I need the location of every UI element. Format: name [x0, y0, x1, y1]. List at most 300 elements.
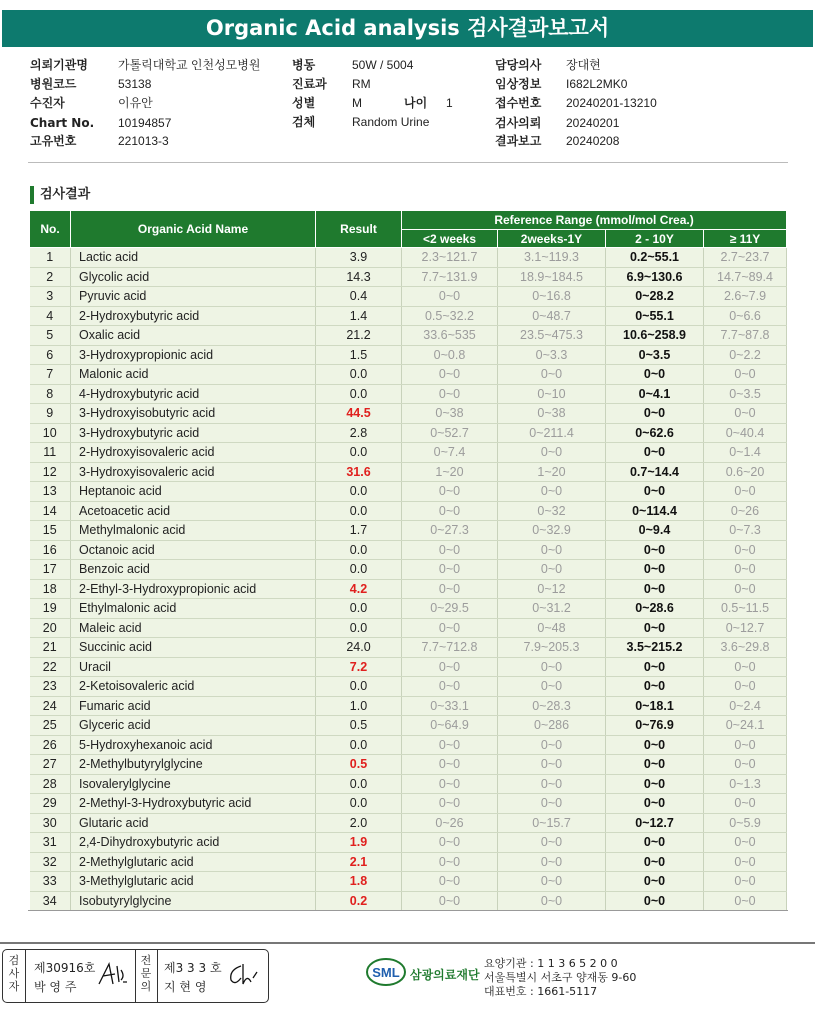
header-ge-11y: ≥ 11Y — [704, 230, 787, 248]
ref-lt-2-weeks: 1~20 — [402, 462, 498, 482]
header-reference-range: Reference Range (mmol/mol Crea.) — [402, 211, 787, 230]
doctor-value: 장대현 — [566, 58, 601, 72]
row-number: 2 — [30, 267, 71, 287]
unique-no-value: 221013-3 — [118, 134, 169, 148]
ref-lt-2-weeks: 0~29.5 — [402, 599, 498, 619]
ref-lt-2-weeks: 0~0 — [402, 755, 498, 775]
row-number: 5 — [30, 326, 71, 346]
result-value: 0.0 — [316, 384, 402, 404]
ref-2-10y: 0~0 — [606, 852, 704, 872]
ref-ge-11y: 0~1.4 — [704, 443, 787, 463]
ref-2weeks-1y: 0~0 — [498, 891, 606, 911]
ref-2-10y: 0~4.1 — [606, 384, 704, 404]
result-value: 1.8 — [316, 872, 402, 892]
ref-2-10y: 0~0 — [606, 560, 704, 580]
ref-2-10y: 0~0 — [606, 677, 704, 697]
ref-lt-2-weeks: 33.6~535 — [402, 326, 498, 346]
ref-2-10y: 0~0 — [606, 735, 704, 755]
ref-2weeks-1y: 0~12 — [498, 579, 606, 599]
ref-2-10y: 0~0 — [606, 404, 704, 424]
ref-lt-2-weeks: 0~0 — [402, 287, 498, 307]
divider — [28, 910, 788, 911]
acid-name: Isovalerylglycine — [71, 774, 316, 794]
result-value: 2.1 — [316, 852, 402, 872]
hospital-code-label: 병원코드 — [30, 77, 77, 91]
clinical-value: I682L2MK0 — [566, 77, 628, 91]
doctor-label: 담당의사 — [495, 58, 542, 72]
ref-2-10y: 0~0 — [606, 774, 704, 794]
ref-2-10y: 0.7~14.4 — [606, 462, 704, 482]
result-value: 21.2 — [316, 326, 402, 346]
result-value: 0.2 — [316, 891, 402, 911]
row-number: 20 — [30, 618, 71, 638]
result-value: 3.9 — [316, 248, 402, 268]
header-result: Result — [316, 211, 402, 248]
report-value: 20240208 — [566, 134, 620, 148]
ref-2weeks-1y: 0~211.4 — [498, 423, 606, 443]
result-value: 1.4 — [316, 306, 402, 326]
ref-2weeks-1y: 0~0 — [498, 852, 606, 872]
acid-name: Heptanoic acid — [71, 482, 316, 502]
result-value: 1.5 — [316, 345, 402, 365]
institution-label: 의뢰기관명 — [30, 58, 88, 72]
ref-2-10y: 0~0 — [606, 482, 704, 502]
ref-2-10y: 0~76.9 — [606, 716, 704, 736]
table-row — [30, 774, 787, 794]
ref-lt-2-weeks: 0~0 — [402, 677, 498, 697]
specimen-label: 검체 — [292, 115, 316, 129]
sex-label: 성별 — [292, 96, 316, 110]
row-number: 24 — [30, 696, 71, 716]
acid-name: Fumaric acid — [71, 696, 316, 716]
signature-box — [2, 949, 269, 1003]
header-no: No. — [30, 211, 71, 248]
result-value: 1.7 — [316, 521, 402, 541]
acid-name: 2-Hydroxybutyric acid — [71, 306, 316, 326]
row-number: 25 — [30, 716, 71, 736]
ref-ge-11y: 0~24.1 — [704, 716, 787, 736]
ref-ge-11y: 0~0 — [704, 735, 787, 755]
table-row — [30, 677, 787, 697]
sml-logo-icon — [366, 957, 406, 987]
ref-2-10y: 0~28.6 — [606, 599, 704, 619]
ref-ge-11y: 0~6.6 — [704, 306, 787, 326]
table-row — [30, 501, 787, 521]
ref-ge-11y: 0~0 — [704, 794, 787, 814]
ref-lt-2-weeks: 0~33.1 — [402, 696, 498, 716]
table-row — [30, 560, 787, 580]
ref-lt-2-weeks: 0~38 — [402, 404, 498, 424]
acid-name: 2,4-Dihydroxybutyric acid — [71, 833, 316, 853]
examiner-license: 제30916호 — [34, 961, 96, 975]
ref-2weeks-1y: 0~0 — [498, 833, 606, 853]
acid-name: 3-Hydroxyisobutyric acid — [71, 404, 316, 424]
row-number: 17 — [30, 560, 71, 580]
ref-ge-11y: 2.6~7.9 — [704, 287, 787, 307]
divider — [157, 950, 158, 1002]
acid-name: 3-Hydroxypropionic acid — [71, 345, 316, 365]
ref-lt-2-weeks: 0~0 — [402, 735, 498, 755]
ref-2-10y: 0~12.7 — [606, 813, 704, 833]
table-row — [30, 462, 787, 482]
header-lt-2-weeks: <2 weeks — [402, 230, 498, 248]
divider — [135, 950, 136, 1002]
phone: 대표번호 : 1661-5117 — [484, 985, 598, 998]
row-number: 15 — [30, 521, 71, 541]
ref-ge-11y: 0~0 — [704, 579, 787, 599]
row-number: 32 — [30, 852, 71, 872]
ref-2-10y: 0~0 — [606, 794, 704, 814]
ref-ge-11y: 0~5.9 — [704, 813, 787, 833]
table-row — [30, 599, 787, 619]
logo-text: SML — [372, 965, 400, 980]
ref-2weeks-1y: 3.1~119.3 — [498, 248, 606, 268]
result-value: 7.2 — [316, 657, 402, 677]
table-row — [30, 852, 787, 872]
row-number: 18 — [30, 579, 71, 599]
ref-ge-11y: 14.7~89.4 — [704, 267, 787, 287]
acid-name: 2-Ketoisovaleric acid — [71, 677, 316, 697]
examiner-label: 검사자 — [8, 954, 20, 993]
ref-lt-2-weeks: 0~0 — [402, 560, 498, 580]
ref-ge-11y: 0~0 — [704, 891, 787, 911]
result-value: 0.0 — [316, 560, 402, 580]
divider — [25, 950, 26, 1002]
ref-lt-2-weeks: 0~0 — [402, 774, 498, 794]
ref-2weeks-1y: 0~32.9 — [498, 521, 606, 541]
acid-name: Ethylmalonic acid — [71, 599, 316, 619]
acid-name: Octanoic acid — [71, 540, 316, 560]
row-number: 1 — [30, 248, 71, 268]
ref-lt-2-weeks: 0~0 — [402, 540, 498, 560]
table-row — [30, 813, 787, 833]
table-row — [30, 794, 787, 814]
result-value: 2.8 — [316, 423, 402, 443]
acid-name: Isobutyrylglycine — [71, 891, 316, 911]
table-row — [30, 540, 787, 560]
acid-name: Malonic acid — [71, 365, 316, 385]
ref-lt-2-weeks: 7.7~712.8 — [402, 638, 498, 658]
table-row — [30, 384, 787, 404]
patient-label: 수진자 — [30, 96, 65, 110]
ref-2weeks-1y: 0~0 — [498, 540, 606, 560]
ref-2-10y: 0~114.4 — [606, 501, 704, 521]
ref-ge-11y: 0~3.5 — [704, 384, 787, 404]
header-2-10y: 2 - 10Y — [606, 230, 704, 248]
institution-code: 요양기관 : 1 1 3 6 5 2 0 0 — [484, 957, 618, 970]
ref-2-10y: 0~0 — [606, 755, 704, 775]
ref-ge-11y: 0~2.2 — [704, 345, 787, 365]
result-value: 31.6 — [316, 462, 402, 482]
receipt-value: 20240201-13210 — [566, 96, 657, 110]
table-row — [30, 404, 787, 424]
examiner-name: 박 영 주 — [34, 980, 77, 994]
result-value: 0.0 — [316, 540, 402, 560]
result-value: 44.5 — [316, 404, 402, 424]
ref-2-10y: 0~9.4 — [606, 521, 704, 541]
result-value: 14.3 — [316, 267, 402, 287]
acid-name: Methylmalonic acid — [71, 521, 316, 541]
acid-name: 2-Methylglutaric acid — [71, 852, 316, 872]
ref-2weeks-1y: 0~0 — [498, 365, 606, 385]
ref-ge-11y: 0~0 — [704, 482, 787, 502]
ref-2-10y: 0~0 — [606, 579, 704, 599]
ref-ge-11y: 0~0 — [704, 365, 787, 385]
row-number: 10 — [30, 423, 71, 443]
ref-lt-2-weeks: 0~7.4 — [402, 443, 498, 463]
specialist-license: 제3 3 3 호 — [164, 961, 222, 975]
ref-lt-2-weeks: 0~0 — [402, 852, 498, 872]
ref-lt-2-weeks: 0~0 — [402, 657, 498, 677]
table-row — [30, 755, 787, 775]
dept-label: 진료과 — [292, 77, 327, 91]
acid-name: Glyceric acid — [71, 716, 316, 736]
ref-2weeks-1y: 0~0 — [498, 677, 606, 697]
result-value: 0.4 — [316, 287, 402, 307]
divider — [28, 162, 788, 163]
row-number: 11 — [30, 443, 71, 463]
table-row — [30, 248, 787, 268]
row-number: 6 — [30, 345, 71, 365]
result-value: 4.2 — [316, 579, 402, 599]
ref-ge-11y: 0~0 — [704, 755, 787, 775]
result-value: 0.0 — [316, 365, 402, 385]
row-number: 21 — [30, 638, 71, 658]
result-value: 24.0 — [316, 638, 402, 658]
ref-2weeks-1y: 7.9~205.3 — [498, 638, 606, 658]
row-number: 33 — [30, 872, 71, 892]
table-row — [30, 521, 787, 541]
acid-name: 3-Methylglutaric acid — [71, 872, 316, 892]
ref-2weeks-1y: 1~20 — [498, 462, 606, 482]
report-title: Organic Acid analysis 검사결과보고서 — [2, 10, 813, 47]
table-row — [30, 657, 787, 677]
ref-lt-2-weeks: 2.3~121.7 — [402, 248, 498, 268]
ref-2weeks-1y: 0~3.3 — [498, 345, 606, 365]
acid-name: 4-Hydroxybutyric acid — [71, 384, 316, 404]
ref-ge-11y: 2.7~23.7 — [704, 248, 787, 268]
acid-name: Glutaric acid — [71, 813, 316, 833]
row-number: 16 — [30, 540, 71, 560]
dept-value: RM — [352, 77, 371, 91]
chart-no-label: Chart No. — [30, 116, 95, 130]
result-value: 1.0 — [316, 696, 402, 716]
ref-2weeks-1y: 0~0 — [498, 755, 606, 775]
ref-lt-2-weeks: 0~64.9 — [402, 716, 498, 736]
ref-ge-11y: 0.5~11.5 — [704, 599, 787, 619]
request-value: 20240201 — [566, 116, 620, 130]
ref-2weeks-1y: 0~48.7 — [498, 306, 606, 326]
table-row — [30, 716, 787, 736]
table-row — [30, 345, 787, 365]
age-label: 나이 — [404, 96, 428, 110]
acid-name: 3-Hydroxybutyric acid — [71, 423, 316, 443]
table-row — [30, 872, 787, 892]
acid-name: 2-Ethyl-3-Hydroxypropionic acid — [71, 579, 316, 599]
ref-2weeks-1y: 0~0 — [498, 872, 606, 892]
ref-2-10y: 0~62.6 — [606, 423, 704, 443]
ward-label: 병동 — [292, 58, 316, 72]
ref-2-10y: 6.9~130.6 — [606, 267, 704, 287]
foundation-name: 삼광의료재단 — [410, 968, 480, 982]
ref-2weeks-1y: 0~0 — [498, 482, 606, 502]
table-row — [30, 735, 787, 755]
result-value: 0.5 — [316, 716, 402, 736]
result-value: 0.0 — [316, 599, 402, 619]
ref-lt-2-weeks: 0~0 — [402, 891, 498, 911]
acid-name: Glycolic acid — [71, 267, 316, 287]
ref-lt-2-weeks: 0~0 — [402, 579, 498, 599]
ref-lt-2-weeks: 0~0 — [402, 501, 498, 521]
specialist-label: 전문의 — [140, 954, 152, 993]
result-value: 0.5 — [316, 755, 402, 775]
result-value: 0.0 — [316, 774, 402, 794]
ref-ge-11y: 3.6~29.8 — [704, 638, 787, 658]
row-number: 29 — [30, 794, 71, 814]
ref-2-10y: 0~0 — [606, 891, 704, 911]
table-row — [30, 423, 787, 443]
receipt-label: 접수번호 — [495, 96, 542, 110]
ref-2weeks-1y: 0~0 — [498, 735, 606, 755]
ref-2-10y: 0~0 — [606, 540, 704, 560]
row-number: 22 — [30, 657, 71, 677]
result-value: 1.9 — [316, 833, 402, 853]
ref-2weeks-1y: 0~0 — [498, 774, 606, 794]
table-row — [30, 638, 787, 658]
table-row — [30, 306, 787, 326]
results-table — [29, 210, 787, 911]
acid-name: 5-Hydroxyhexanoic acid — [71, 735, 316, 755]
ref-ge-11y: 0~0 — [704, 657, 787, 677]
ref-2-10y: 0.2~55.1 — [606, 248, 704, 268]
ref-2weeks-1y: 0~0 — [498, 657, 606, 677]
row-number: 30 — [30, 813, 71, 833]
ref-2-10y: 0~28.2 — [606, 287, 704, 307]
row-number: 12 — [30, 462, 71, 482]
sex-value: M — [352, 96, 362, 110]
chart-no-value: 10194857 — [118, 116, 172, 130]
ref-2-10y: 10.6~258.9 — [606, 326, 704, 346]
age-value: 1 — [446, 96, 453, 110]
ref-lt-2-weeks: 0~52.7 — [402, 423, 498, 443]
ref-ge-11y: 0~40.4 — [704, 423, 787, 443]
ref-2-10y: 0~0 — [606, 657, 704, 677]
ref-ge-11y: 0~0 — [704, 677, 787, 697]
row-number: 3 — [30, 287, 71, 307]
result-value: 2.0 — [316, 813, 402, 833]
ref-2-10y: 0~0 — [606, 365, 704, 385]
ref-ge-11y: 0~0 — [704, 560, 787, 580]
table-row — [30, 443, 787, 463]
ref-lt-2-weeks: 0~0 — [402, 618, 498, 638]
ref-lt-2-weeks: 0~0 — [402, 365, 498, 385]
result-value: 0.0 — [316, 677, 402, 697]
table-row — [30, 482, 787, 502]
ref-2-10y: 0~55.1 — [606, 306, 704, 326]
report-label: 결과보고 — [495, 134, 542, 148]
patient-value: 이유안 — [118, 96, 153, 110]
ref-ge-11y: 0~0 — [704, 540, 787, 560]
ref-ge-11y: 0~12.7 — [704, 618, 787, 638]
ref-ge-11y: 0~0 — [704, 404, 787, 424]
ref-lt-2-weeks: 0~0 — [402, 384, 498, 404]
ref-2-10y: 3.5~215.2 — [606, 638, 704, 658]
ref-lt-2-weeks: 0~0 — [402, 833, 498, 853]
section-title: 검사결과 — [30, 186, 90, 204]
examiner-signature — [95, 960, 129, 990]
row-number: 4 — [30, 306, 71, 326]
ref-2weeks-1y: 0~0 — [498, 794, 606, 814]
ref-2weeks-1y: 0~28.3 — [498, 696, 606, 716]
address: 서울특별시 서초구 양재동 9-60 — [484, 971, 637, 984]
divider — [0, 942, 815, 944]
ref-2weeks-1y: 18.9~184.5 — [498, 267, 606, 287]
ref-2weeks-1y: 0~15.7 — [498, 813, 606, 833]
ref-2-10y: 0~0 — [606, 833, 704, 853]
row-number: 13 — [30, 482, 71, 502]
ref-ge-11y: 0~0 — [704, 872, 787, 892]
specialist-name: 지 현 영 — [164, 980, 207, 994]
ward-value: 50W / 5004 — [352, 58, 414, 72]
result-value: 0.0 — [316, 735, 402, 755]
ref-lt-2-weeks: 0~0 — [402, 794, 498, 814]
ref-ge-11y: 7.7~87.8 — [704, 326, 787, 346]
table-row — [30, 365, 787, 385]
ref-ge-11y: 0~26 — [704, 501, 787, 521]
acid-name: Uracil — [71, 657, 316, 677]
row-number: 7 — [30, 365, 71, 385]
hospital-code-value: 53138 — [118, 77, 152, 91]
ref-2weeks-1y: 0~32 — [498, 501, 606, 521]
institution-value: 가톨릭대학교 인천성모병원 — [118, 58, 261, 72]
acid-name: 2-Methyl-3-Hydroxybutyric acid — [71, 794, 316, 814]
acid-name: 3-Hydroxyisovaleric acid — [71, 462, 316, 482]
acid-name: 2-Methylbutyrylglycine — [71, 755, 316, 775]
row-number: 9 — [30, 404, 71, 424]
result-value: 0.0 — [316, 501, 402, 521]
acid-name: Pyruvic acid — [71, 287, 316, 307]
ref-ge-11y: 0~2.4 — [704, 696, 787, 716]
ref-2-10y: 0~3.5 — [606, 345, 704, 365]
acid-name: 2-Hydroxyisovaleric acid — [71, 443, 316, 463]
row-number: 28 — [30, 774, 71, 794]
ref-lt-2-weeks: 0.5~32.2 — [402, 306, 498, 326]
ref-ge-11y: 0.6~20 — [704, 462, 787, 482]
ref-2weeks-1y: 0~31.2 — [498, 599, 606, 619]
clinical-label: 임상정보 — [495, 77, 542, 91]
table-row — [30, 891, 787, 911]
header-name: Organic Acid Name — [71, 211, 316, 248]
ref-ge-11y: 0~1.3 — [704, 774, 787, 794]
row-number: 31 — [30, 833, 71, 853]
ref-lt-2-weeks: 7.7~131.9 — [402, 267, 498, 287]
table-row — [30, 579, 787, 599]
table-row — [30, 326, 787, 346]
table-row — [30, 833, 787, 853]
result-value: 0.0 — [316, 794, 402, 814]
ref-lt-2-weeks: 0~0.8 — [402, 345, 498, 365]
table-row — [30, 287, 787, 307]
acid-name: Oxalic acid — [71, 326, 316, 346]
specialist-signature — [225, 960, 261, 990]
row-number: 8 — [30, 384, 71, 404]
ref-2weeks-1y: 0~38 — [498, 404, 606, 424]
ref-2weeks-1y: 0~0 — [498, 560, 606, 580]
row-number: 26 — [30, 735, 71, 755]
ref-2-10y: 0~0 — [606, 618, 704, 638]
ref-lt-2-weeks: 0~0 — [402, 872, 498, 892]
ref-lt-2-weeks: 0~27.3 — [402, 521, 498, 541]
